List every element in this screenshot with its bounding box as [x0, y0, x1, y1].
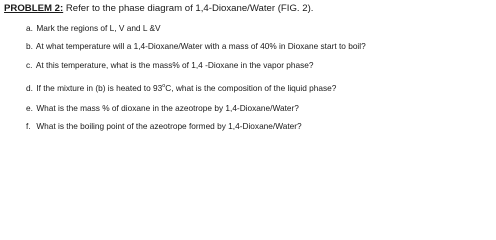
problem-block	[4, 3, 492, 16]
problem-label: PROBLEM 2:	[4, 3, 64, 14]
question-letter: e.	[26, 103, 33, 113]
question-text: What is the boiling point of the azeotrope formed by 1,4-Dioxane/Water?	[36, 121, 302, 131]
question-letter: c.	[26, 60, 33, 70]
question-text: Mark the regions of L, V and L &V	[36, 23, 161, 33]
question-c	[26, 60, 314, 71]
question-text: At what temperature will a 1,4-Dioxane/Water with a mass of 40% in Dioxane start to boil?	[35, 41, 366, 51]
problem-intro: Refer to the phase diagram of 1,4-Dioxane/Water (FIG. 2).	[63, 3, 314, 14]
question-text-after: C, what is the composition of the liquid phase?	[165, 83, 337, 93]
question-text-before: If the mixture in (b) is heated to 93	[36, 83, 163, 93]
question-letter: f.	[26, 121, 31, 131]
question-d	[26, 83, 336, 94]
question-text	[36, 83, 336, 93]
question-b	[26, 41, 366, 52]
question-letter: b.	[26, 41, 33, 51]
question-f	[26, 121, 302, 132]
question-text: At this temperature, what is the mass% of 1,4 -Dioxane in the vapor phase?	[35, 60, 314, 70]
question-letter: d.	[26, 83, 33, 93]
degree-superscript: o	[162, 83, 166, 90]
question-text: What is the mass % of dioxane in the azeotrope by 1,4-Dioxane/Water?	[36, 103, 299, 113]
question-letter: a.	[26, 23, 33, 33]
question-a	[26, 23, 161, 34]
problem-heading	[4, 3, 492, 16]
question-e	[26, 103, 299, 114]
